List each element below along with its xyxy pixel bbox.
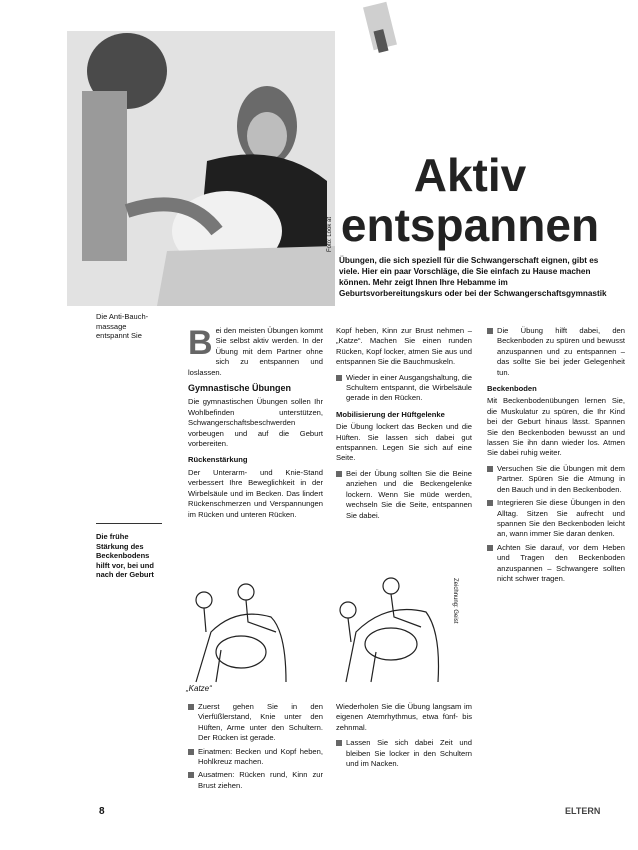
bullet-list <box>336 738 472 769</box>
paragraph: Kopf heben, Kinn zur Brust nehmen – „Katze“. Machen Sie einen runden Rücken, Kopf locker, atmen Sie aus und entspannen Sie die Bauchmuskeln. <box>336 326 472 367</box>
drop-cap: B <box>188 324 213 362</box>
section-heading: Gymnastische Übungen <box>188 383 292 394</box>
divider <box>96 523 162 524</box>
bullet-item: Bei der Übung sollten Sie die Beine anziehen und die Beckengelenke lockern. Wenn Sie müde werden, wechseln Sie die Seite, entspannen Sie dabei. <box>336 469 472 521</box>
illustration-caption: „Katze“ <box>186 684 212 693</box>
paragraph: Die Übung lockert das Becken und die Hüften. Sie lassen sich dabei gut entspannen. Legen Sie sich auf eine Seite. <box>336 422 472 463</box>
bullet-list <box>188 702 323 791</box>
bullet-item: Achten Sie darauf, vor dem Heben und Tragen den Beckenboden anzuspannen – Schwangere sollten nicht schwer tragen. <box>487 543 625 585</box>
column-1 <box>188 326 323 525</box>
bullet-item: Integrieren Sie diese Übungen in den Alltag. Sitzen Sie aufrecht und spannen Sie den Beckenboden leicht an, wann immer Sie daran denken. <box>487 498 625 540</box>
article-title <box>340 150 600 250</box>
bullet-list <box>336 469 472 521</box>
bullet-item: Zuerst gehen Sie in den Vierfüßlerstand, Knie unter den Hüften, Arme unter den Schultern. Der Rücken ist gerade. <box>188 702 323 744</box>
paragraph: Die gymnastischen Übungen sollen Ihr Wohlbefinden unterstützen, Schwangerschaftsbeschwerden vorbeugen und auf die Geburt vorbereiten. <box>188 397 323 449</box>
column-2 <box>336 326 472 525</box>
bottom-column-1 <box>188 702 323 795</box>
subheading: Rückenstärkung <box>188 455 248 465</box>
bottom-column-2 <box>336 702 472 773</box>
paragraph: Der Unterarm- und Knie-Stand verbessert Ihre Beweglichkeit in der Wirbelsäule und im Becken. Das lindert Rückenschmerzen und Verspannungen im Rücken und unteren Rücken. <box>188 467 323 519</box>
lead-text: Übungen, die sich speziell für die Schwangerschaft eignen, gibt es viele. Hier ein paar Vorschläge, die Sie einfach zu Hause machen können. Mehr zeigt Ihnen Ihre Hebamme im Geburtsvorbereitungskurs oder bei der Schwangerschaftsgymnastik <box>339 256 607 298</box>
bullet-list <box>487 326 625 378</box>
bullet-list <box>487 464 625 584</box>
subheading: Beckenboden <box>487 384 537 394</box>
subheading: Mobilisierung der Hüftgelenke <box>336 409 445 419</box>
bullet-item: Einatmen: Becken und Kopf heben, Hohlkreuz machen. <box>188 747 323 768</box>
exercise-illustration <box>176 572 456 692</box>
bullet-item: Lassen Sie sich dabei Zeit und bleiben Sie locker in den Schultern und im Nacken. <box>336 738 472 769</box>
title-line-2: entspannen <box>340 199 600 251</box>
side-caption: Die frühe Stärkung des Beckenbodens hilft vor, bei und nach der Geburt <box>96 532 154 579</box>
photo-caption: Die Anti-Bauch-massage entspannt Sie <box>96 312 149 340</box>
illustration-credit: Zeichnung: Geist <box>452 578 458 624</box>
bullet-item: Versuchen Sie die Übungen mit dem Partner. Spüren Sie die Atmung in den Bauch und in den Beckenboden. <box>487 464 625 495</box>
bullet-item: Wieder in einer Ausgangshaltung, die Schultern entspannt, die Wirbelsäule gerade in den Rücken. <box>336 373 472 404</box>
bullet-item: Ausatmen: Rücken rund, Kinn zur Brust ziehen. <box>188 770 323 791</box>
paragraph: Mit Beckenbodenübungen lernen Sie, die Muskulatur zu spüren, die Ihr Kind bei der Geburt hinaus lässt. Spannen Sie den Beckenboden bewusst an und lassen Sie ihn dann wieder los. Atmen Sie dabei ruhig weiter. <box>487 396 625 458</box>
photo-credit: Foto: Look at <box>327 216 333 252</box>
page-number: 8 <box>99 806 105 817</box>
bullet-item: Die Übung hilft dabei, den Beckenboden zu spüren und bewusst anzuspannen und zu entspannen – das sollte Sie bei jeder Gelegenheit tun. <box>487 326 625 378</box>
column-3 <box>487 326 625 588</box>
intro-text: ei den meisten Übungen kommt Sie selbst aktiv werden. In der Übung mit dem Partner ohne sich zu entspannen und loslassen. <box>188 326 323 377</box>
footer-logo: ELTERN <box>565 806 601 816</box>
title-line-1: Aktiv <box>413 149 527 201</box>
hero-photo <box>67 31 335 306</box>
bullet-list <box>336 373 472 404</box>
paragraph: Wiederholen Sie die Übung langsam im eigenen Atemrhythmus, etwa fünf- bis zehnmal. <box>336 702 472 732</box>
